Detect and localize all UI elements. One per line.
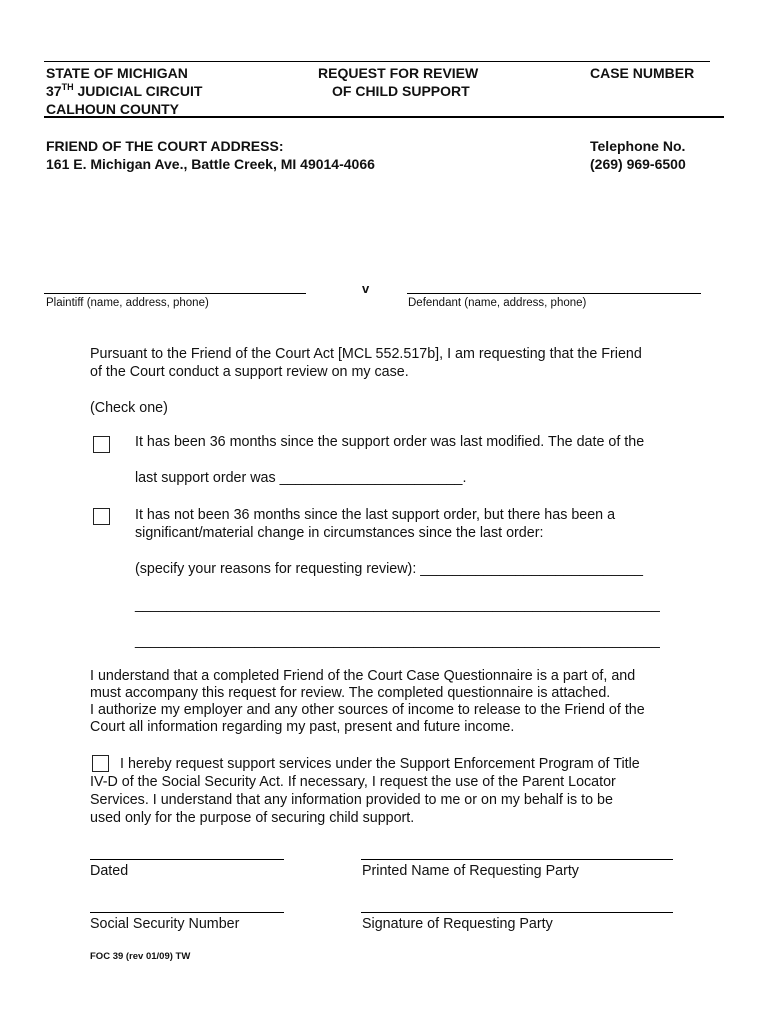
ivd-line-3: Services. I understand that any information provided to me or on my behalf is to be: [90, 792, 613, 808]
option2-line-1: It has not been 36 months since the last support order, but there has been a: [135, 507, 616, 523]
versus-label: v: [362, 281, 370, 296]
reasons-blank-line-2[interactable]: __________________________________________________________________: [135, 633, 660, 649]
signature-line[interactable]: [361, 912, 673, 913]
plaintiff-label: Plaintiff (name, address, phone): [46, 297, 209, 309]
ivd-line-4: used only for the purpose of securing child support.: [90, 810, 415, 826]
para2-line-4: Court all information regarding my past, present and future income.: [90, 719, 515, 735]
plaintiff-line[interactable]: [44, 293, 306, 294]
form-id: FOC 39 (rev 01/09) TW: [90, 951, 191, 962]
case-number-label: CASE NUMBER: [590, 65, 695, 81]
foc-address-value: 161 E. Michigan Ave., Battle Creek, MI 49014-4066: [46, 156, 375, 172]
para2-line-3: I authorize my employer and any other sources of income to release to the Friend of the: [90, 702, 645, 718]
form-title-line2: OF CHILD SUPPORT: [332, 83, 470, 99]
ivd-line-2: IV-D of the Social Security Act. If necessary, I request the use of the Parent Locator: [90, 774, 616, 790]
defendant-label: Defendant (name, address, phone): [408, 297, 587, 309]
header-bottom-rule: [44, 116, 724, 118]
intro-line-2: of the Court conduct a support review on my case.: [90, 364, 409, 380]
option2-line-2: significant/material change in circumstances since the last order:: [135, 525, 544, 541]
defendant-line[interactable]: [407, 293, 701, 294]
telephone-value: (269) 969-6500: [590, 156, 686, 172]
circuit-text: JUDICIAL CIRCUIT: [73, 83, 203, 99]
circuit-number: 37: [46, 83, 62, 99]
printed-name-label: Printed Name of Requesting Party: [362, 863, 579, 879]
option-change-circumstances-checkbox[interactable]: [93, 508, 110, 525]
printed-name-line[interactable]: [361, 859, 673, 860]
para2-line-2: must accompany this request for review. The completed questionnaire is attached.: [90, 685, 611, 701]
ivd-services-checkbox[interactable]: [92, 755, 109, 772]
header-top-rule: [44, 61, 710, 62]
county-label: CALHOUN COUNTY: [46, 101, 179, 117]
form-title-line1: REQUEST FOR REVIEW: [318, 65, 479, 81]
telephone-label: Telephone No.: [590, 138, 686, 154]
dated-line[interactable]: [90, 859, 284, 860]
intro-line-1: Pursuant to the Friend of the Court Act [MCL 552.517b], I am requesting that the Friend: [90, 346, 642, 362]
option1-line-1: It has been 36 months since the support order was last modified. The date of the: [135, 434, 645, 450]
reasons-label[interactable]: (specify your reasons for requesting review): ____________________________: [135, 561, 643, 577]
signature-label: Signature of Requesting Party: [362, 916, 553, 932]
circuit-label: [46, 82, 202, 100]
check-one-label: (Check one): [90, 400, 168, 416]
option1-line-2[interactable]: last support order was _______________________.: [135, 470, 467, 486]
circuit-suffix: TH: [61, 82, 74, 92]
option-36-months-checkbox[interactable]: [93, 436, 110, 453]
ssn-label: Social Security Number: [90, 916, 240, 932]
state-label: STATE OF MICHIGAN: [46, 65, 188, 81]
dated-label: Dated: [90, 863, 129, 879]
foc-address-label: FRIEND OF THE COURT ADDRESS:: [46, 138, 284, 154]
ssn-line[interactable]: [90, 912, 284, 913]
ivd-line-1: I hereby request support services under the Support Enforcement Program of Title: [120, 756, 640, 772]
reasons-blank-line-1[interactable]: __________________________________________________________________: [135, 597, 660, 613]
para2-line-1: I understand that a completed Friend of the Court Case Questionnaire is a part of, and: [90, 668, 636, 684]
